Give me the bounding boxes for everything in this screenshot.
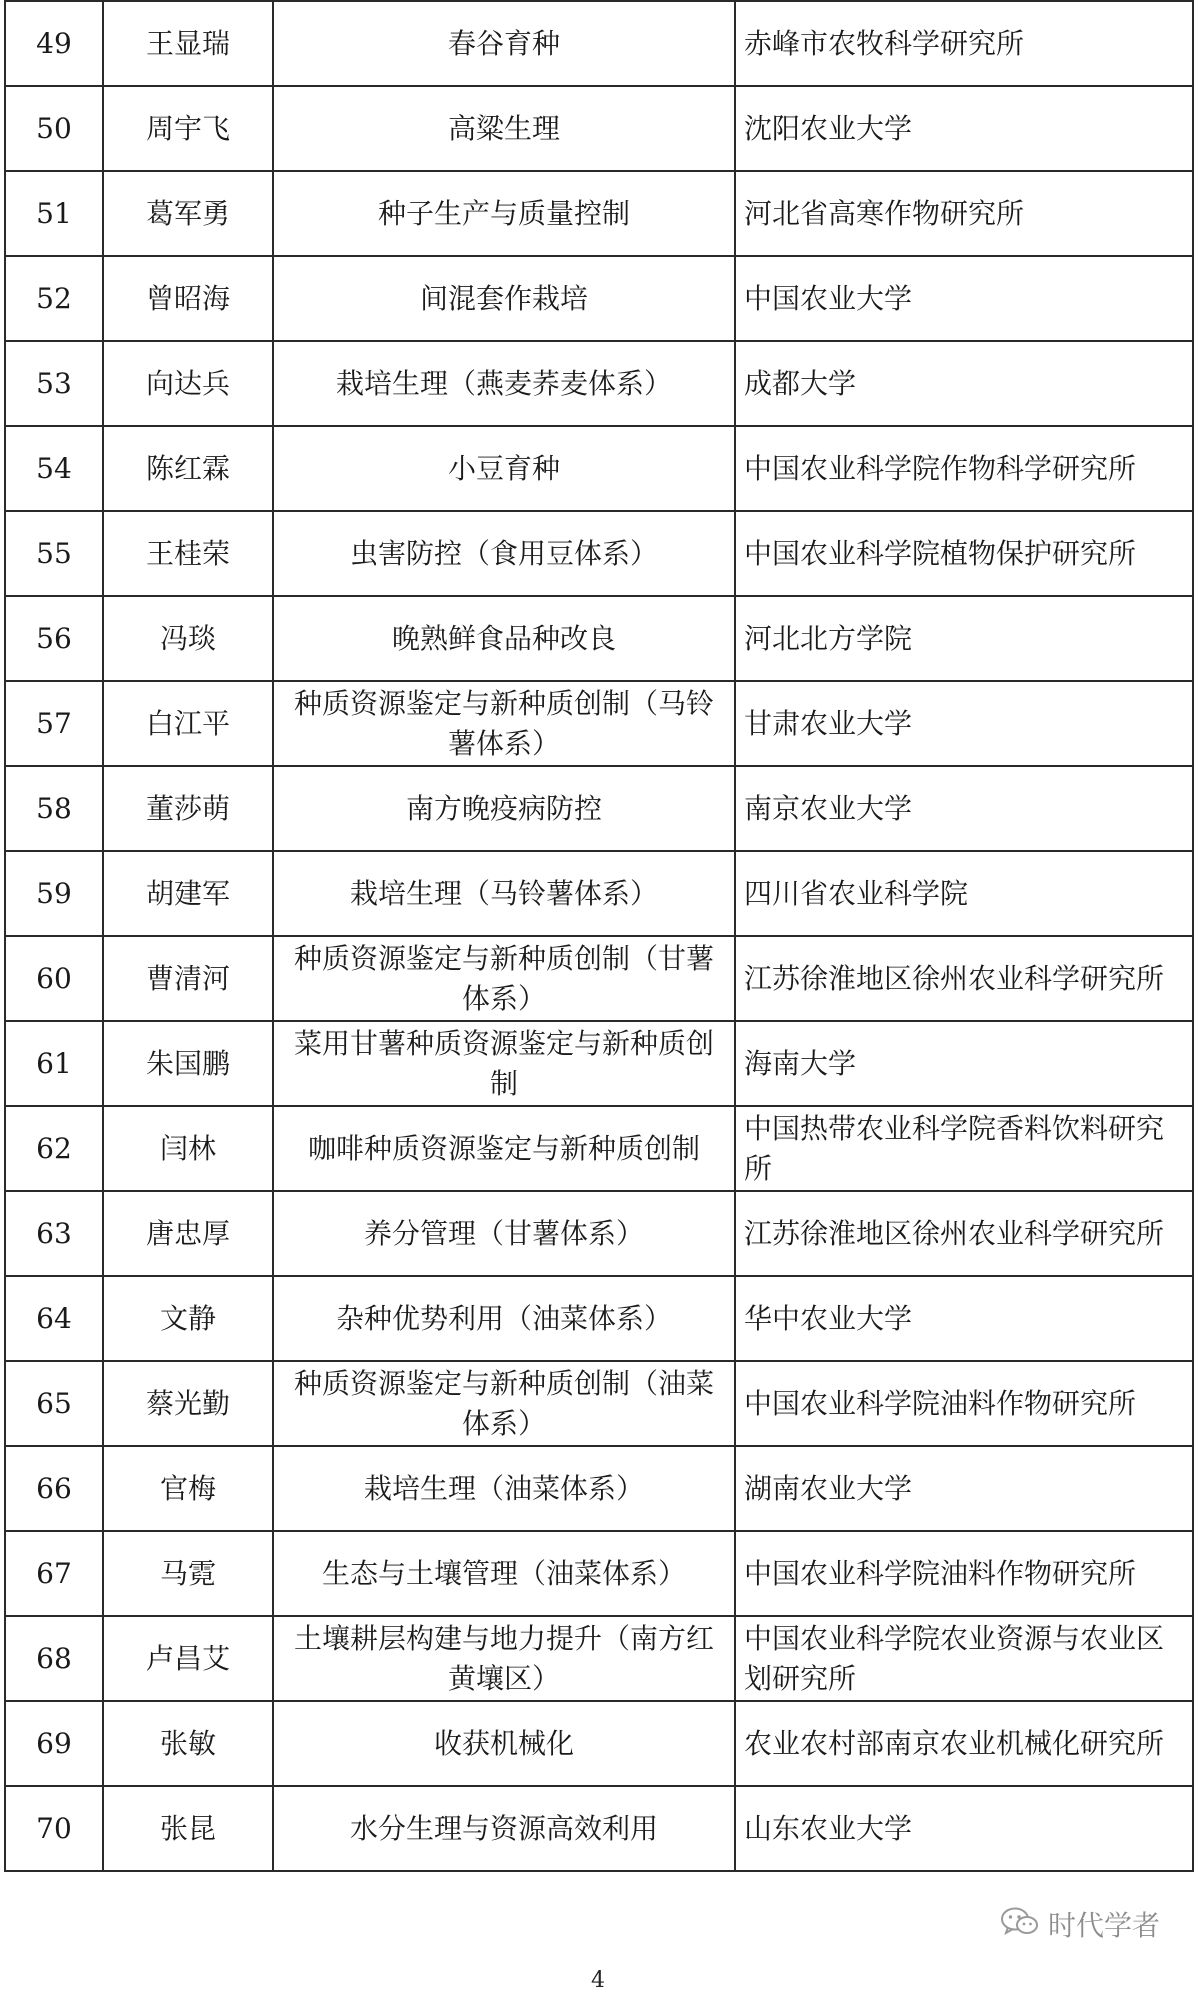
affiliation: 中国热带农业科学院香料饮料研究所 bbox=[735, 1106, 1193, 1191]
affiliation: 华中农业大学 bbox=[735, 1276, 1193, 1361]
table-row bbox=[5, 86, 1193, 171]
row-number: 61 bbox=[5, 1021, 103, 1106]
row-number: 59 bbox=[5, 851, 103, 936]
expert-name: 王桂荣 bbox=[103, 511, 273, 596]
affiliation: 山东农业大学 bbox=[735, 1786, 1193, 1871]
row-number: 69 bbox=[5, 1701, 103, 1786]
table-row bbox=[5, 1531, 1193, 1616]
row-number: 62 bbox=[5, 1106, 103, 1191]
watermark-text: 时代学者 bbox=[1048, 1909, 1161, 1942]
row-number: 52 bbox=[5, 256, 103, 341]
expert-name: 王显瑞 bbox=[103, 1, 273, 86]
row-number: 68 bbox=[5, 1616, 103, 1701]
row-number: 50 bbox=[5, 86, 103, 171]
position-title: 种质资源鉴定与新种质创制（甘薯体系） bbox=[273, 936, 735, 1021]
position-title: 种子生产与质量控制 bbox=[273, 171, 735, 256]
table-row bbox=[5, 1701, 1193, 1786]
expert-name: 冯琰 bbox=[103, 596, 273, 681]
position-title: 高粱生理 bbox=[273, 86, 735, 171]
position-title: 栽培生理（马铃薯体系） bbox=[273, 851, 735, 936]
table-row bbox=[5, 1616, 1193, 1701]
position-title: 养分管理（甘薯体系） bbox=[273, 1191, 735, 1276]
affiliation: 中国农业大学 bbox=[735, 256, 1193, 341]
expert-table bbox=[4, 0, 1194, 1872]
row-number: 53 bbox=[5, 341, 103, 426]
affiliation: 海南大学 bbox=[735, 1021, 1193, 1106]
position-title: 杂种优势利用（油菜体系） bbox=[273, 1276, 735, 1361]
affiliation: 成都大学 bbox=[735, 341, 1193, 426]
expert-name: 葛军勇 bbox=[103, 171, 273, 256]
watermark bbox=[1000, 1902, 1160, 1946]
row-number: 64 bbox=[5, 1276, 103, 1361]
affiliation: 南京农业大学 bbox=[735, 766, 1193, 851]
affiliation: 江苏徐淮地区徐州农业科学研究所 bbox=[735, 936, 1193, 1021]
table-row bbox=[5, 681, 1193, 766]
expert-name: 蔡光勤 bbox=[103, 1361, 273, 1446]
position-title: 水分生理与资源高效利用 bbox=[273, 1786, 735, 1871]
table-row bbox=[5, 1276, 1193, 1361]
affiliation: 中国农业科学院油料作物研究所 bbox=[735, 1531, 1193, 1616]
expert-name: 文静 bbox=[103, 1276, 273, 1361]
expert-name: 张敏 bbox=[103, 1701, 273, 1786]
table-row bbox=[5, 1106, 1193, 1191]
row-number: 56 bbox=[5, 596, 103, 681]
position-title: 生态与土壤管理（油菜体系） bbox=[273, 1531, 735, 1616]
row-number: 57 bbox=[5, 681, 103, 766]
table-row bbox=[5, 936, 1193, 1021]
position-title: 种质资源鉴定与新种质创制（油菜体系） bbox=[273, 1361, 735, 1446]
table-row bbox=[5, 1, 1193, 86]
expert-name: 胡建军 bbox=[103, 851, 273, 936]
row-number: 54 bbox=[5, 426, 103, 511]
affiliation: 农业农村部南京农业机械化研究所 bbox=[735, 1701, 1193, 1786]
table-row bbox=[5, 851, 1193, 936]
position-title: 栽培生理（油菜体系） bbox=[273, 1446, 735, 1531]
expert-name: 马霓 bbox=[103, 1531, 273, 1616]
affiliation: 中国农业科学院油料作物研究所 bbox=[735, 1361, 1193, 1446]
position-title: 间混套作栽培 bbox=[273, 256, 735, 341]
expert-name: 张昆 bbox=[103, 1786, 273, 1871]
position-title: 虫害防控（食用豆体系） bbox=[273, 511, 735, 596]
row-number: 70 bbox=[5, 1786, 103, 1871]
affiliation: 中国农业科学院农业资源与农业区划研究所 bbox=[735, 1616, 1193, 1701]
position-title: 菜用甘薯种质资源鉴定与新种质创制 bbox=[273, 1021, 735, 1106]
table-row bbox=[5, 1446, 1193, 1531]
affiliation: 沈阳农业大学 bbox=[735, 86, 1193, 171]
expert-name: 曾昭海 bbox=[103, 256, 273, 341]
position-title: 咖啡种质资源鉴定与新种质创制 bbox=[273, 1106, 735, 1191]
wechat-icon bbox=[1000, 1905, 1040, 1943]
expert-name: 曹清河 bbox=[103, 936, 273, 1021]
table-row bbox=[5, 341, 1193, 426]
page-number: 4 bbox=[591, 1968, 605, 1993]
table-row bbox=[5, 1191, 1193, 1276]
expert-name: 官梅 bbox=[103, 1446, 273, 1531]
affiliation: 江苏徐淮地区徐州农业科学研究所 bbox=[735, 1191, 1193, 1276]
table-row bbox=[5, 171, 1193, 256]
position-title: 南方晚疫病防控 bbox=[273, 766, 735, 851]
affiliation: 赤峰市农牧科学研究所 bbox=[735, 1, 1193, 86]
document-page bbox=[4, 0, 1190, 1872]
affiliation: 四川省农业科学院 bbox=[735, 851, 1193, 936]
affiliation: 中国农业科学院植物保护研究所 bbox=[735, 511, 1193, 596]
expert-name: 卢昌艾 bbox=[103, 1616, 273, 1701]
affiliation: 河北北方学院 bbox=[735, 596, 1193, 681]
row-number: 66 bbox=[5, 1446, 103, 1531]
position-title: 收获机械化 bbox=[273, 1701, 735, 1786]
position-title: 晚熟鲜食品种改良 bbox=[273, 596, 735, 681]
expert-name: 向达兵 bbox=[103, 341, 273, 426]
row-number: 65 bbox=[5, 1361, 103, 1446]
affiliation: 湖南农业大学 bbox=[735, 1446, 1193, 1531]
table-row bbox=[5, 766, 1193, 851]
expert-name: 唐忠厚 bbox=[103, 1191, 273, 1276]
row-number: 51 bbox=[5, 171, 103, 256]
row-number: 63 bbox=[5, 1191, 103, 1276]
table-row bbox=[5, 256, 1193, 341]
row-number: 67 bbox=[5, 1531, 103, 1616]
expert-name: 周宇飞 bbox=[103, 86, 273, 171]
table-body bbox=[5, 1, 1193, 1871]
position-title: 种质资源鉴定与新种质创制（马铃薯体系） bbox=[273, 681, 735, 766]
expert-name: 朱国鹏 bbox=[103, 1021, 273, 1106]
affiliation: 中国农业科学院作物科学研究所 bbox=[735, 426, 1193, 511]
table-row bbox=[5, 596, 1193, 681]
position-title: 栽培生理（燕麦荞麦体系） bbox=[273, 341, 735, 426]
affiliation: 甘肃农业大学 bbox=[735, 681, 1193, 766]
row-number: 58 bbox=[5, 766, 103, 851]
position-title: 春谷育种 bbox=[273, 1, 735, 86]
affiliation: 河北省高寒作物研究所 bbox=[735, 171, 1193, 256]
expert-name: 陈红霖 bbox=[103, 426, 273, 511]
expert-name: 董莎萌 bbox=[103, 766, 273, 851]
table-row bbox=[5, 511, 1193, 596]
row-number: 55 bbox=[5, 511, 103, 596]
row-number: 49 bbox=[5, 1, 103, 86]
table-row bbox=[5, 1021, 1193, 1106]
table-row bbox=[5, 1786, 1193, 1871]
table-row bbox=[5, 426, 1193, 511]
position-title: 小豆育种 bbox=[273, 426, 735, 511]
expert-name: 闫林 bbox=[103, 1106, 273, 1191]
position-title: 土壤耕层构建与地力提升（南方红黄壤区） bbox=[273, 1616, 735, 1701]
row-number: 60 bbox=[5, 936, 103, 1021]
expert-name: 白江平 bbox=[103, 681, 273, 766]
table-row bbox=[5, 1361, 1193, 1446]
